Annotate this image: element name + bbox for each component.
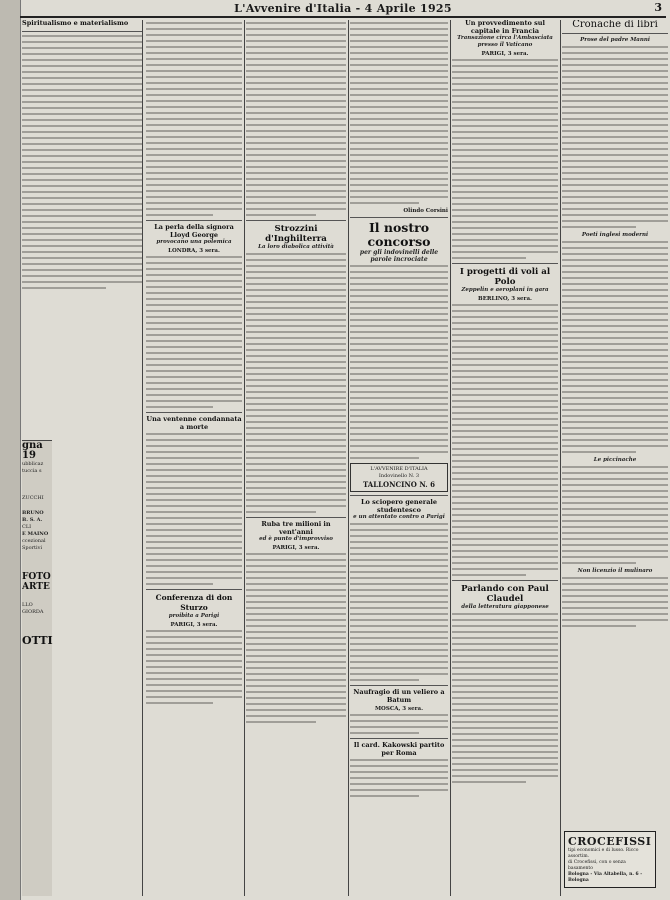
article-headline-strozzini: Strozzini d'Inghilterra [265,224,327,244]
ad-text: B. S. A. [22,517,43,523]
article-subheadline: della letteratura giapponese [461,604,549,610]
article-subheadline: Zeppelin e aeroplani in gara [461,287,549,293]
article-body [22,35,142,289]
ad-text: E MAINO [22,531,49,537]
article-signature: Olindo Corsini [403,208,448,214]
article-headline-kakowski: Il card. Kakowski partito per Roma [353,741,445,757]
ad-text: ccezional [22,538,46,544]
masthead [20,0,666,18]
article-headline-concorso: Il nostro concorso [367,220,431,249]
article-headline-ruba-milioni: Ruba tre milioni in vent'anni [261,520,331,536]
dateline: PARIGI, 3 sera. [481,51,529,57]
article-headline-condannata: Una ventenne condannata a morte [146,415,242,431]
ad-title: CROCEFISSI [568,835,652,848]
ad-line: tipi economici e di lusso. Ricco assortim. [568,848,639,859]
section-subtitle: Prose del padre Manni [580,37,650,43]
column-3 [244,20,349,896]
ad-text: ARTE [22,582,50,592]
section-subtitle: Poeti inglesi moderni [581,232,649,238]
article-headline-naufragio: Naufragio di un veliero a Batum [353,688,445,704]
ad-text: ZUCCHI [22,495,44,501]
column-2 [144,20,245,896]
page-number: 3 [654,1,662,14]
column-6 [560,20,670,896]
article-subheadline: ed è punto d'improvviso [259,536,333,542]
article-headline-sciopero: Lo sciopero generale studentesco [360,498,438,514]
dateline: PARIGI, 3 sera. [170,622,218,628]
section-title-cronache: Cronache di libri [572,20,658,30]
ad-text: tuccia s [22,468,42,474]
ad-text: gna 19 [22,440,43,461]
article-subheadline: provocano una polemica [156,239,232,245]
ad-text: Sportivi [22,545,43,551]
ad-text: ubblicaz [22,461,44,467]
crocefissi-advertisement [564,831,656,888]
article-subheadline: La loro diabolica attività [258,244,334,250]
column-5 [450,20,561,896]
article-headline-claudel: Parlando con Paul Claudel [461,584,549,604]
article-subheadline: Transazione circa l'Ambasciata presso il Vaticano [457,35,553,48]
coupon-paper-name: L'AVVENIRE D'ITALIA [370,466,428,472]
ad-line: di Crocefissi, con o senza basamento [568,860,626,871]
article-headline-voli-polo: I progetti di voli al Polo [459,267,551,287]
adjacent-page-strip [0,0,21,900]
ad-text: OTTI [22,634,53,647]
article-headline-sturzo: Conferenza di don Sturzo [155,593,233,612]
article-headline-spiritualismo: Spiritualismo e materialismo [22,20,129,27]
ad-text: LLO GIORDA [22,602,44,615]
column-1 [22,20,143,896]
article-headline-capitale: Un provvedimento sul capitale in Francia [465,20,545,35]
adjacent-ads [22,440,52,896]
coupon-puzzle-number: Indovinello N. 3 [378,473,420,479]
dateline: PARIGI, 3 sera. [272,545,320,551]
ad-address: Bologna - Via Altabella, n. 6 - Bologna [568,872,643,883]
article-subheadline: proibita a Parigi [168,613,220,619]
article-subheadline: e un attentato contro a Parigi [353,514,445,520]
ad-text: CLI [22,524,32,530]
section-subtitle: Non licenzio il mulinaro [577,568,653,574]
column-4 [348,20,451,896]
article-headline-lloyd-george: La perla della signora Lloyd George [154,223,234,239]
dateline: LONDRA, 3 sera. [168,248,220,254]
masthead-title: L'Avvenire d'Italia - 4 Aprile 1925 [234,1,452,15]
coupon-number: TALLONCINO N. 6 [362,480,436,489]
section-subtitle: Le piccinache [593,457,637,463]
ad-text: FOTO [22,572,51,582]
contest-coupon [350,463,448,492]
dateline: BERLINO, 3 sera. [478,296,532,302]
dateline: MOSCA, 3 sera. [374,706,424,712]
ad-text: BRUNO [22,510,44,516]
article-subheadline: per gli indovinelli delle parole incrociate [359,249,439,263]
